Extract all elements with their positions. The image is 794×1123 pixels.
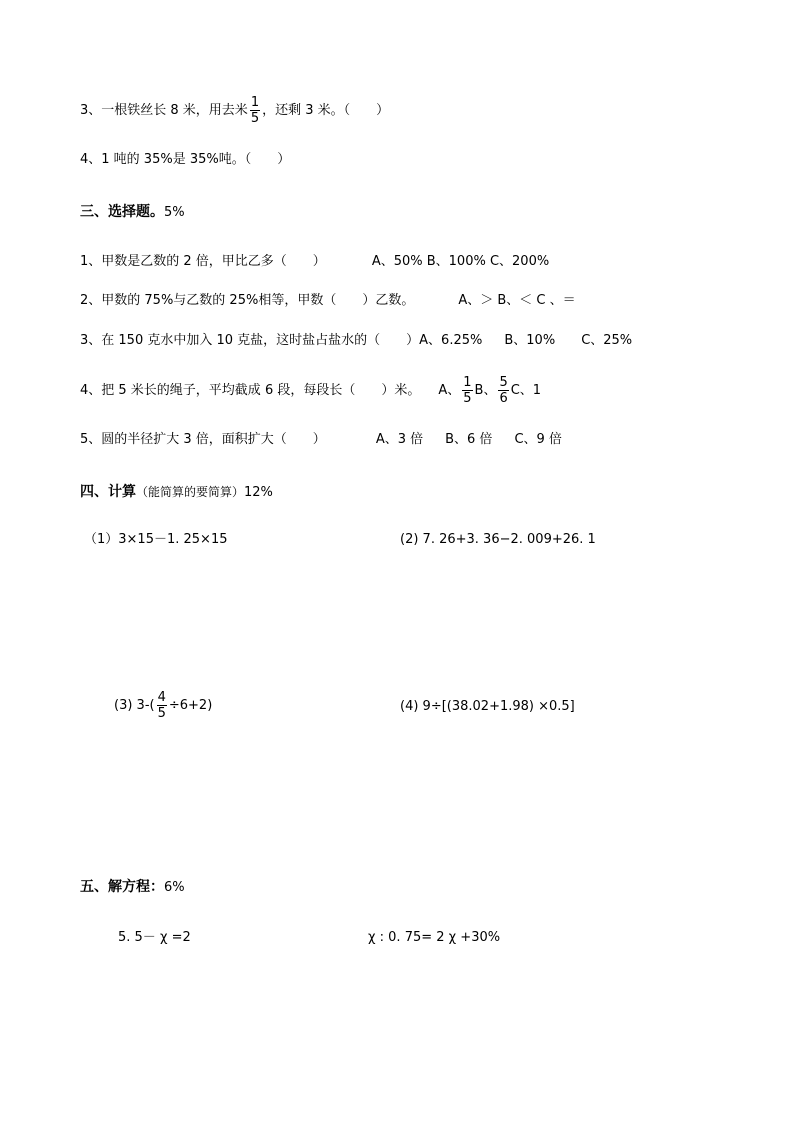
judge-question-3 — [80, 95, 389, 126]
choice-q4-option-c: C、1 — [510, 383, 542, 398]
choice-q5-stem: 5、圆的半径扩大 3 倍，面积扩大（ ） — [80, 432, 326, 447]
calc-problem-2: (2) 7. 26+3. 36−2. 009+26. 1 — [400, 532, 596, 547]
choice-q2-options: A、＞ B、＜ C 、＝ — [458, 293, 576, 308]
calc-problem-3 — [114, 690, 212, 721]
choice-q4-label-b: B、 — [474, 383, 497, 398]
choice-q2-stem: 2、甲数的 75%与乙数的 25%相等，甲数（ ）乙数。 — [80, 293, 415, 308]
section-4-heading — [80, 484, 273, 501]
calc-problem-1: （1）3×15－1. 25×15 — [84, 532, 228, 547]
choice-question-1 — [80, 254, 549, 270]
section-5-score: 6% — [164, 880, 185, 895]
equation-1: 5. 5－ χ =2 — [118, 930, 191, 945]
fraction-four-fifths: $\frac{4}{5}$ — [157, 690, 166, 721]
section-4-note: （能简算的要简算） — [136, 485, 245, 499]
section-3-score: 5% — [164, 205, 185, 220]
section-4-title: 四、计算 — [80, 484, 136, 500]
choice-q3-option-a: A、6.25% — [419, 333, 483, 348]
choice-q1-options: A、50% B、100% C、200% — [371, 254, 550, 269]
choice-q3-option-c: C、25% — [581, 333, 633, 348]
choice-question-5 — [80, 432, 562, 448]
fraction-one-fifth: $\frac{1}{5}$ — [250, 95, 260, 126]
fraction-five-sixths: $\frac{5}{6}$ — [499, 375, 508, 406]
section-3-title: 三、选择题。 — [80, 204, 164, 220]
choice-question-4 — [80, 375, 541, 406]
choice-q3-option-b: B、10% — [504, 333, 556, 348]
judge-q3-text-pre: 3、一根铁丝长 8 米，用去米 — [80, 103, 248, 118]
choice-q1-stem: 1、甲数是乙数的 2 倍，甲比乙多（ ） — [80, 254, 326, 269]
fraction-one-fifth: $\frac{1}{5}$ — [463, 375, 472, 406]
choice-q5-option-c: C、9 倍 — [514, 432, 562, 447]
judge-question-4: 4、1 吨的 35%是 35%吨。（ ） — [80, 152, 291, 167]
equation-2: χ : 0. 75= 2 χ +30% — [368, 930, 501, 945]
section-3-heading — [80, 204, 185, 221]
section-5-heading — [80, 879, 185, 896]
choice-q4-stem: 4、把 5 米长的绳子，平均截成 6 段，每段长（ ）米。 — [80, 383, 421, 398]
choice-q3-stem: 3、在 150 克水中加入 10 克盐，这时盐占盐水的（ ） — [80, 333, 420, 348]
choice-q5-option-b: B、6 倍 — [445, 432, 493, 447]
section-4-score: 12% — [244, 485, 273, 500]
judge-q3-text-post: ，还剩 3 米。（ ） — [262, 103, 390, 118]
choice-question-2 — [80, 293, 576, 309]
calc-problem-4: (4) 9÷[(38.02+1.98) ×0.5] — [400, 699, 575, 714]
calc-p3-post: ÷6+2) — [168, 698, 213, 713]
section-5-title: 五、解方程： — [80, 879, 164, 895]
calc-p3-pre: (3) 3-( — [114, 698, 155, 713]
choice-q5-option-a: A、3 倍 — [375, 432, 424, 447]
choice-question-3 — [80, 333, 632, 349]
choice-q4-label-a: A、 — [438, 383, 461, 398]
